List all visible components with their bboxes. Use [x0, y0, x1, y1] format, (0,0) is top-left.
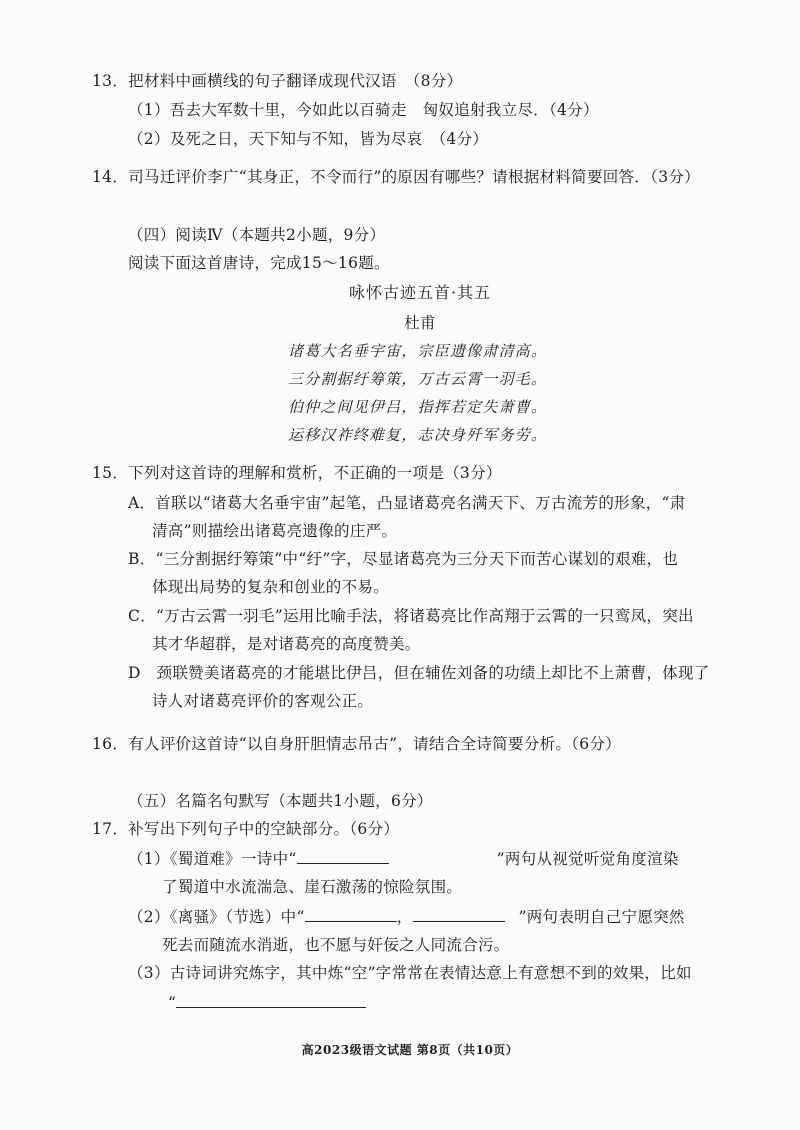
- q13-item-2: （2）及死之日，天下知与不知，皆为尽哀 （4分）: [128, 130, 489, 148]
- q13-stem: 13．把材料中画横线的句子翻译成现代汉语 （8分）: [92, 72, 463, 90]
- section-4-heading: （四）阅读Ⅳ（本题共2小题，9分）: [128, 226, 386, 244]
- q15-option-b-line-1: B．“三分割据纡筹策”中“纡”字，尽显诸葛亮为三分天下而苦心谋划的艰难，也: [128, 550, 679, 568]
- q15-option-b-line-2: 体现出局势的复杂和创业的不易。: [152, 578, 390, 596]
- q17-item-1-prefix: （1）《蜀道难》一诗中“: [128, 850, 297, 868]
- q17-item-2-line-2: 死去而随流水消逝，也不愿与奸佞之人同流合污。: [162, 936, 510, 954]
- poem-title: 咏怀古迹五首·其五: [348, 283, 492, 302]
- q15-stem: 15．下列对这首诗的理解和赏析，不正确的一项是（3分）: [92, 464, 502, 482]
- fill-blank-3[interactable]: [176, 991, 366, 1008]
- q15-option-c-line-1: C．“万古云霄一羽毛”运用比喻手法，将诸葛亮比作高翔于云霄的一只鸾凤，突出: [128, 607, 694, 625]
- poem-line-4: 运移汉祚终难复，志决身歼军务劳。: [288, 426, 548, 444]
- q17-item-1-line-1: [128, 847, 679, 870]
- section-5-heading: （五）名篇名句默写（本题共1小题，6分）: [128, 792, 433, 810]
- q17-item-3-line-1: （3）古诗词讲究炼字，其中炼“空”字常常在表情达意上有意想不到的效果，比如: [128, 964, 692, 982]
- section-4-intro: 阅读下面这首唐诗，完成15～16题。: [128, 254, 390, 272]
- fill-blank-1[interactable]: [297, 847, 389, 864]
- q17-item-1-line-2: 了蜀道中水流湍急、崖石激荡的惊险氛围。: [162, 878, 463, 896]
- q15-option-d-line-2: 诗人对诸葛亮评价的客观公正。: [152, 692, 374, 710]
- q13-item-1: （1）吾去大军数十里，今如此以百骑走 匈奴追射我立尽．（4分）: [128, 101, 599, 119]
- q14-stem: 14．司马迁评价李广“其身正，不令而行”的原因有哪些？请根据材料简要回答．（3分）: [92, 168, 700, 186]
- q17-item-3-line-2: [168, 991, 366, 1014]
- poem-author: 杜甫: [404, 314, 436, 332]
- fill-blank-2b[interactable]: [413, 905, 505, 922]
- poem-line-2: 三分割据纡筹策，万古云霄一羽毛。: [288, 370, 548, 388]
- q15-option-d-line-1: D 颈联赞美诸葛亮的才能堪比伊吕，但在辅佐刘备的功绩上却比不上萧曹，体现了: [128, 664, 710, 682]
- q17-item-2-prefix: （2）《离骚》（节选）中“: [128, 908, 305, 926]
- q16-stem: 16．有人评价这首诗“以自身肝胆情志吊古”，请结合全诗简要分析。（6分）: [92, 735, 621, 753]
- page-footer: 高2023级语文试题 第8页（共10页）: [301, 1043, 519, 1057]
- q17-item-1-suffix: ”两句从视觉听觉角度渲染: [496, 850, 679, 868]
- fill-blank-2a[interactable]: [305, 905, 397, 922]
- q17-item-2-separator: ，: [396, 908, 413, 926]
- q17-stem: 17．补写出下列句子中的空缺部分。（6分）: [92, 820, 400, 838]
- poem-line-1: 诸葛大名垂宇宙，宗臣遗像肃清高。: [288, 342, 548, 360]
- q15-option-c-line-2: 其才华超群，是对诸葛亮的高度赞美。: [152, 635, 421, 653]
- q17-item-3-quote: “: [168, 994, 177, 1012]
- q17-item-2-line-1: [128, 905, 685, 928]
- q15-option-a-line-2: 清高”则描绘出诸葛亮遗像的庄严。: [152, 522, 398, 540]
- q15-option-a-line-1: A．首联以“诸葛大名垂宇宙”起笔，凸显诸葛亮名满天下、万古流芳的形象，“肃: [128, 494, 686, 512]
- q17-item-2-suffix: ”两句表明自己宁愿突然: [518, 908, 685, 926]
- poem-line-3: 伯仲之间见伊吕，指挥若定失萧曹。: [288, 398, 548, 416]
